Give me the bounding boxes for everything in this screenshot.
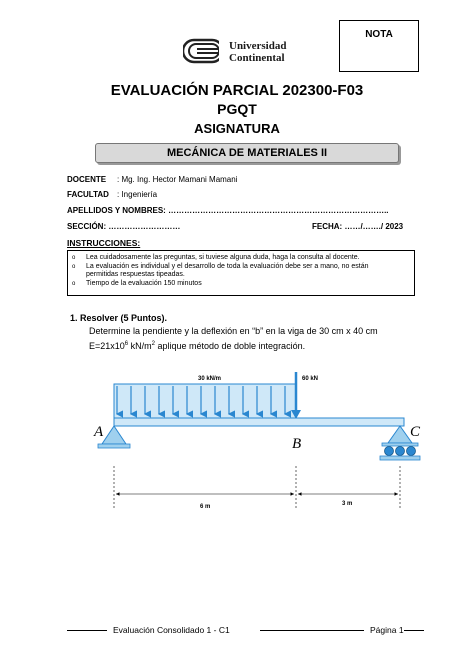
docente-value: : Mg. Ing. Hector Mamani Mamani [117,175,238,184]
grade-box [339,20,419,72]
roller-support-icon [388,426,412,443]
nombres-blank: ……………………………………………………………………….. [168,206,389,215]
footer-page-number: Página 1 [370,625,404,635]
instruction-item: o Lea cuidadosamente las preguntas, si tuviese alguna duda, haga la consulta al docente. [86,254,396,262]
instructions-box [67,250,415,296]
distributed-load-label: 30 kN/m [198,376,222,382]
docente-row [67,175,238,184]
dim-bc-label: 3 m [342,501,353,507]
beam-diagram [80,366,430,526]
facultad-value: : Ingeniería [117,190,158,199]
exam-title: EVALUACIÓN PARCIAL 202300-F03 [110,82,364,99]
method-text: aplique método de doble integración. [154,341,306,351]
modulus-unit: kN/m [128,341,152,351]
fecha-row [312,222,403,231]
roller-plate [382,443,418,446]
instruction-item: o Tiempo de la evaluación 150 minutos [86,280,396,288]
subject-label: ASIGNATURA [194,121,280,136]
pin-support-icon [102,426,126,444]
seccion-label: SECCIÓN: ……………………… [67,222,181,231]
question-line1: Determine la pendiente y la deflexión en “b” en la viga de 30 cm x 40 cm [89,326,378,336]
point-b-label: B [292,436,302,452]
facultad-row [67,190,158,199]
university-line2: Continental [229,52,285,64]
footer-left-text: Evaluación Consolidado 1 - C1 [113,625,230,635]
beam [114,418,404,426]
university-name [229,40,286,64]
course-name: MECÁNICA DE MATERIALES II [95,143,399,163]
footer-rule-mid [260,630,364,631]
docente-label: DOCENTE [67,175,107,184]
seccion-row [67,222,180,231]
question-heading: 1. Resolver (5 Puntos). [70,313,168,323]
exam-code: PGQT [217,101,257,117]
point-load-label: 60 kN [302,376,319,382]
footer-rule-right [404,630,424,631]
nombres-row [67,206,389,215]
instruction-item: o La evaluación es individual y el desarrollo de toda la evaluación debe ser a mano, no están permitidas respuestas tipeadas. [86,263,396,279]
dim-ab-label: 6 m [200,504,211,510]
roller-wheel-icon [407,447,416,456]
footer-rule-left [67,630,107,631]
question-line2 [89,341,305,351]
distributed-load-area [114,384,296,418]
roller-wheel-icon [396,447,405,456]
roller-wheel-icon [385,447,394,456]
modulus-exp: 6 [124,341,129,347]
nombres-label: APELLIDOS Y NOMBRES: [67,206,166,215]
grade-label: NOTA [365,29,393,40]
unit-exp: 2 [151,341,155,347]
support-c-label: C [410,424,421,440]
roller-ground [380,456,420,460]
support-a-label: A [94,424,104,440]
fecha-label: FECHA: ……/……./ 2023 [312,222,404,231]
pin-support-base [98,444,130,448]
modulus-prefix: E=21x10 [89,341,125,351]
instructions-heading: INSTRUCCIONES: [67,238,141,248]
university-line1: Universidad [229,40,287,52]
facultad-label: FACULTAD [67,190,109,199]
